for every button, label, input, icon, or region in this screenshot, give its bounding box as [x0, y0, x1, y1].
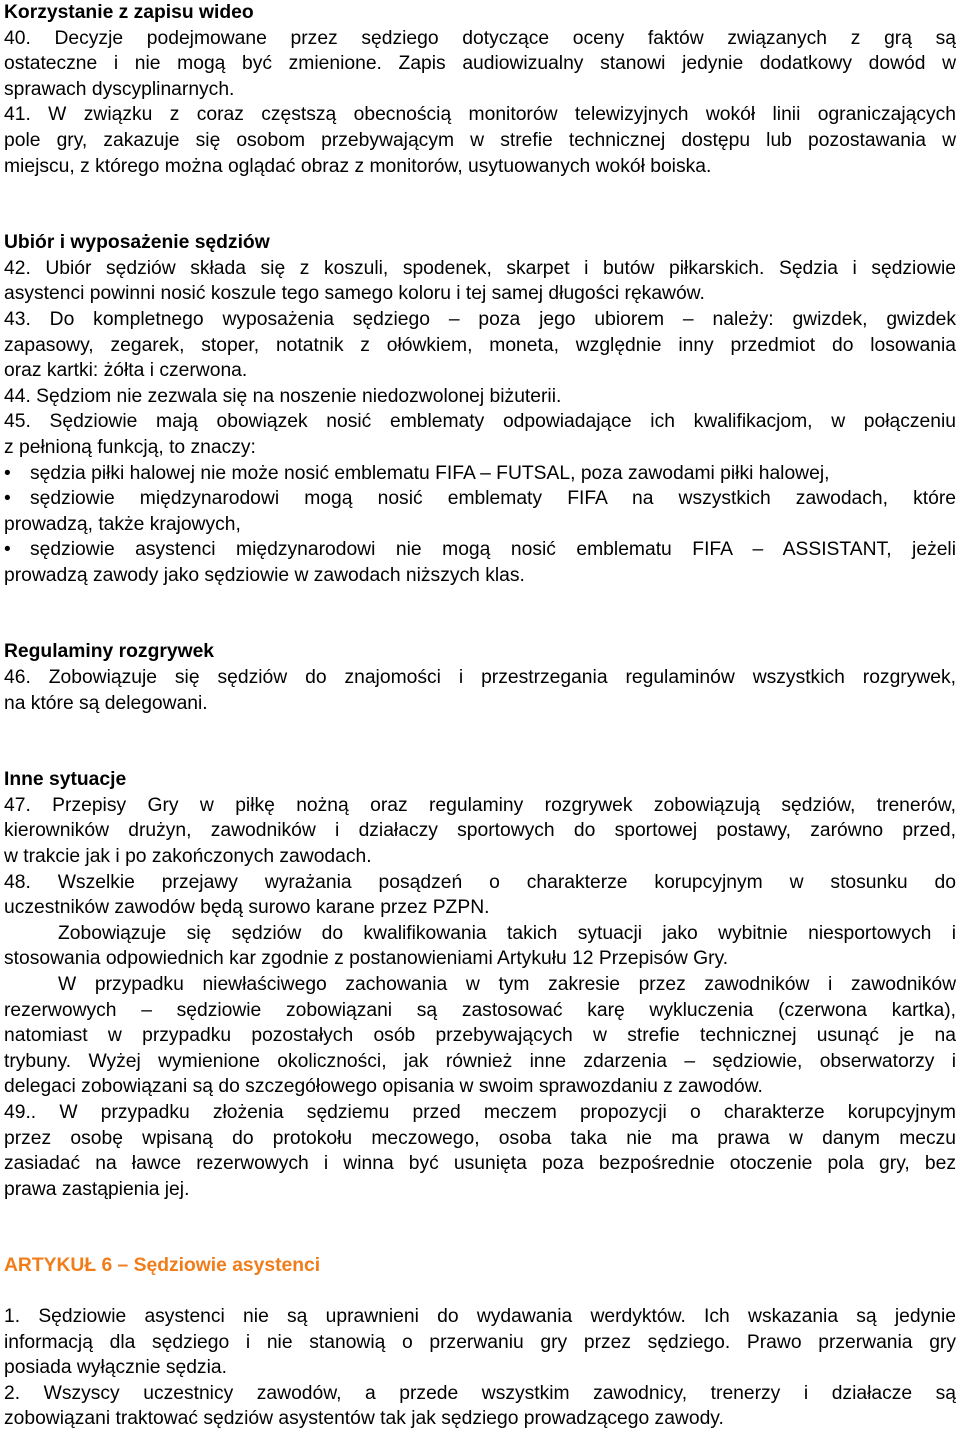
list-item-text: sędziowie asystenci międzynarodowi nie mogą nosić emblematu FIFA – ASSISTANT, jeżeli — [30, 539, 956, 561]
bullet-icon: • — [4, 488, 11, 510]
list-item-continuation: prowadzą zawody jako sędziowie w zawodach niższych klas. — [4, 564, 525, 586]
text-line: delegaci zobowiązani są do szczegółowego opisania w swoim sprawozdaniu z zawodów. — [4, 1076, 763, 1098]
spacer — [4, 716, 956, 767]
list-item — [4, 537, 956, 563]
text-line: Zobowiązuje się sędziów do kwalifikowania takich sytuacji jako wybitnie niesportowych i — [58, 922, 956, 944]
paragraph-43 — [4, 307, 956, 384]
section-heading-video: Korzystanie z zapisu wideo — [4, 2, 254, 23]
paragraph-46 — [4, 665, 956, 716]
section-heading-rules: Regulaminy rozgrywek — [4, 641, 215, 663]
paragraph-41 — [4, 102, 956, 179]
spacer — [4, 588, 956, 639]
emblem-list — [4, 461, 956, 589]
text-line: sprawach dyscyplinarnych. — [4, 78, 235, 100]
text-line: w trakcie jak i po zakończonych zawodach. — [4, 846, 372, 868]
text-line: W przypadku niewłaściwego zachowania w tym zakresie przez zawodników i zawodników — [58, 974, 956, 995]
text-line: zapasowy, zegarek, stoper, notatnik z ołówkiem, moneta, względnie inny przedmiot do losowania — [4, 334, 956, 356]
text-line: 1. Sędziowie asystenci nie są uprawnieni do wydawania werdyktów. Ich wskazania są jedynie — [4, 1305, 956, 1327]
text-line: 46. Zobowiązuje się sędziów do znajomości i przestrzegania regulaminów wszystkich rozgrywek, — [4, 667, 956, 689]
article-heading: ARTYKUŁ 6 – Sędziowie asystenci — [4, 1255, 321, 1277]
paragraph-49 — [4, 1100, 956, 1202]
text-line: 41. W związku z coraz częstszą obecnością monitorów telewizyjnych wokół linii ograniczających — [4, 104, 956, 126]
paragraph-47 — [4, 793, 956, 870]
spacer — [4, 1202, 956, 1253]
list-item — [4, 461, 956, 487]
list-item-text: sędziowie międzynarodowi mogą nosić emblematy FIFA na wszystkich zawodach, które — [30, 488, 956, 510]
text-line: informacją dla sędziego i nie stanowią o przerwaniu gry przez sędziego. Prawo przerwania gry — [4, 1331, 956, 1353]
text-line: asystenci powinni nosić koszule tego samego koloru i tej samej długości rękawów. — [4, 283, 705, 305]
text-line: rezerwowych – sędziowie zobowiązani są zastosować karę wykluczenia (czerwona kartka), — [4, 999, 956, 1021]
text-line: na które są delegowani. — [4, 692, 208, 714]
section-heading-attire: Ubiór i wyposażenie sędziów — [4, 232, 270, 254]
bullet-icon: • — [4, 539, 11, 561]
paragraph-48c — [4, 972, 956, 1100]
text-line: 45. Sędziowie mają obowiązek nosić emblematy odpowiadające ich kwalifikacjom, w połączeniu — [4, 411, 956, 433]
text-line: miejscu, z którego można oglądać obraz z monitorów, usytuowanych wokół boiska. — [4, 155, 712, 177]
text-line: zasiadać na ławce rezerwowych i winna być usunięta poza bezpośrednie otoczenie pola gry, bez — [4, 1153, 956, 1175]
list-item-continuation: prowadzą, także krajowych, — [4, 513, 241, 535]
text-line: przez osobę wpisaną do protokołu meczowego, osoba taka nie ma prawa w danym meczu — [4, 1127, 956, 1149]
text-line: 42. Ubiór sędziów składa się z koszuli, spodenek, skarpet i butów piłkarskich. Sędzia i sędziowie — [4, 257, 956, 279]
paragraph-44: 44. Sędziom nie zezwala się na noszenie niedozwolonej biżuterii. — [4, 385, 562, 407]
text-line: 43. Do kompletnego wyposażenia sędziego – poza jego ubiorem – należy: gwizdek, gwizdek — [4, 308, 956, 330]
text-line: prawa zastąpienia jej. — [4, 1178, 190, 1200]
spacer — [4, 179, 956, 230]
text-line: oraz kartki: żółta i czerwona. — [4, 360, 248, 382]
list-item-text: sędzia piłki halowej nie może nosić emblematu FIFA – FUTSAL, poza zawodami piłki halowej, — [30, 462, 830, 484]
paragraph-48 — [4, 870, 956, 921]
paragraph-48b — [4, 921, 956, 972]
text-line: 2. Wszyscy uczestnicy zawodów, a przede wszystkim zawodnicy, trenerzy i działacze są — [4, 1382, 956, 1404]
text-line: z pełnioną funkcją, to znaczy: — [4, 436, 256, 458]
text-line: trybuny. Wyżej wymienione okoliczności, jak również inne zdarzenia – sędziowie, obserwatorzy i — [4, 1050, 956, 1072]
paragraph-45 — [4, 409, 956, 460]
section-heading-other: Inne sytuacje — [4, 769, 127, 791]
text-line: kierowników drużyn, zawodników i działaczy sportowych do sportowej postawy, zarówno przed, — [4, 820, 956, 842]
paragraph-art6-2 — [4, 1381, 956, 1432]
text-line: 49.. W przypadku złożenia sędziemu przed meczem propozycji o charakterze korupcyjnym — [4, 1101, 956, 1123]
text-line: uczestników zawodów będą surowo karane przez PZPN. — [4, 897, 490, 919]
text-line: posiada wyłącznie sędzia. — [4, 1357, 227, 1379]
text-line: 48. Wszelkie przejawy wyrażania posądzeń o charakterze korupcyjnym w stosunku do — [4, 871, 956, 893]
paragraph-art6-1 — [4, 1304, 956, 1381]
text-line: natomiast w przypadku pozostałych osób przebywających w strefie technicznej usunąć je na — [4, 1025, 956, 1047]
paragraph-40 — [4, 26, 956, 103]
text-line: 40. Decyzje podejmowane przez sędziego dotyczące oceny faktów związanych z grą są — [4, 27, 956, 49]
text-line: 47. Przepisy Gry w piłkę nożną oraz regulaminy rozgrywek zobowiązują sędziów, trenerów, — [4, 794, 956, 816]
text-line: zobowiązani traktować sędziów asystentów tak jak sędziego prowadzącego zawody. — [4, 1408, 724, 1430]
paragraph-42 — [4, 256, 956, 307]
text-line: stosowania odpowiednich kar zgodnie z postanowieniami Artykułu 12 Przepisów Gry. — [4, 948, 729, 970]
list-item — [4, 486, 956, 512]
text-line: ostateczne i nie mogą być zmienione. Zapis audiowizualny stanowi jedynie dodatkowy dowód w — [4, 53, 956, 75]
spacer — [4, 1279, 956, 1304]
text-line: pole gry, zakazuje się osobom przebywającym w strefie technicznej dostępu lub pozostawania w — [4, 129, 956, 151]
bullet-icon: • — [4, 462, 11, 484]
